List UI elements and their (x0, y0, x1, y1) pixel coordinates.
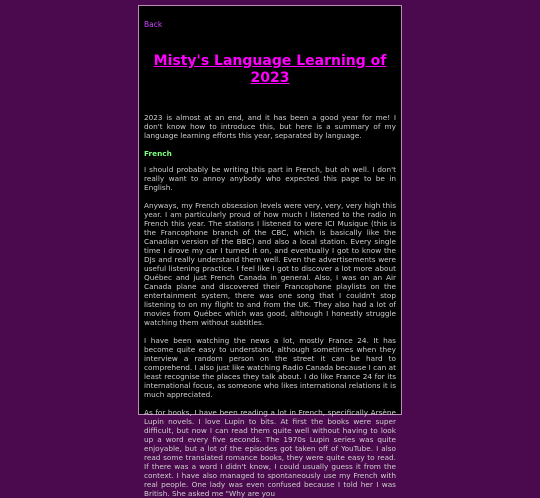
page-title: Misty's Language Learning of 2023 (153, 53, 387, 86)
back-link[interactable]: Back (144, 20, 163, 29)
body-paragraph: As for books, I have been reading a lot in French, specifically Arsène Lupin novels. I love Lupin to bits. At first the books were super difficult, but now I can read them quite well without having to look up a word every five seconds. The 1970s Lupin series was quite enjoyable, but a lot of the episodes got taken off of YouTube. I also read some translated romance books, they were quite easy to read. If there was a word I didn't know, I could usually guess it from the context. I have also managed to spontaneously use my French with real people. One lady was even confused because I told her I was British. She asked me "Why are you (144, 408, 396, 498)
body-paragraph: Anyways, my French obsession levels were very, very, very high this year. I am particularly proud of how much I listened to the radio in French this year. The stations I listened to were ICI Musique (this is the Francophone branch of the CBC, which is basically like the Canadian version of the BBC) and also a local station. Every single time I drove my car I turned it on, and eventually I got to know the DJs and really understand them well. Even the advertisements were useful listening practice. I feel like I got to discover a lot more about Québec and just French Canada in general. Also, I was on an Air Canada plane and discovered their Francophone playlists on the entertainment system, there was one song that I couldn't stop listening to on my flight to and from the UK. They also had a lot of movies from Québec which was good, although I honestly struggle watching them without subtitles. (144, 201, 396, 327)
intro-paragraph: 2023 is almost at an end, and it has been a good year for me! I don't know how to introduce this, but here is a summary of my language learning efforts this year, separated by language. (144, 113, 396, 140)
section-heading-french: French (144, 149, 172, 158)
body-paragraph: I have been watching the news a lot, mostly France 24. It has become quite easy to understand, although sometimes when they interview a random person on the street it can be hard to comprehend. I also just like watching Radio Canada because I can at least recognise the places they talk about. I do like France 24 for its international focus, as someone who likes international relations it is much appreciated. (144, 336, 396, 399)
body-paragraph: I should probably be writing this part in French, but oh well. I don't really want to annoy anybody who expected this page to be in English. (144, 165, 396, 192)
content-panel (138, 5, 402, 498)
